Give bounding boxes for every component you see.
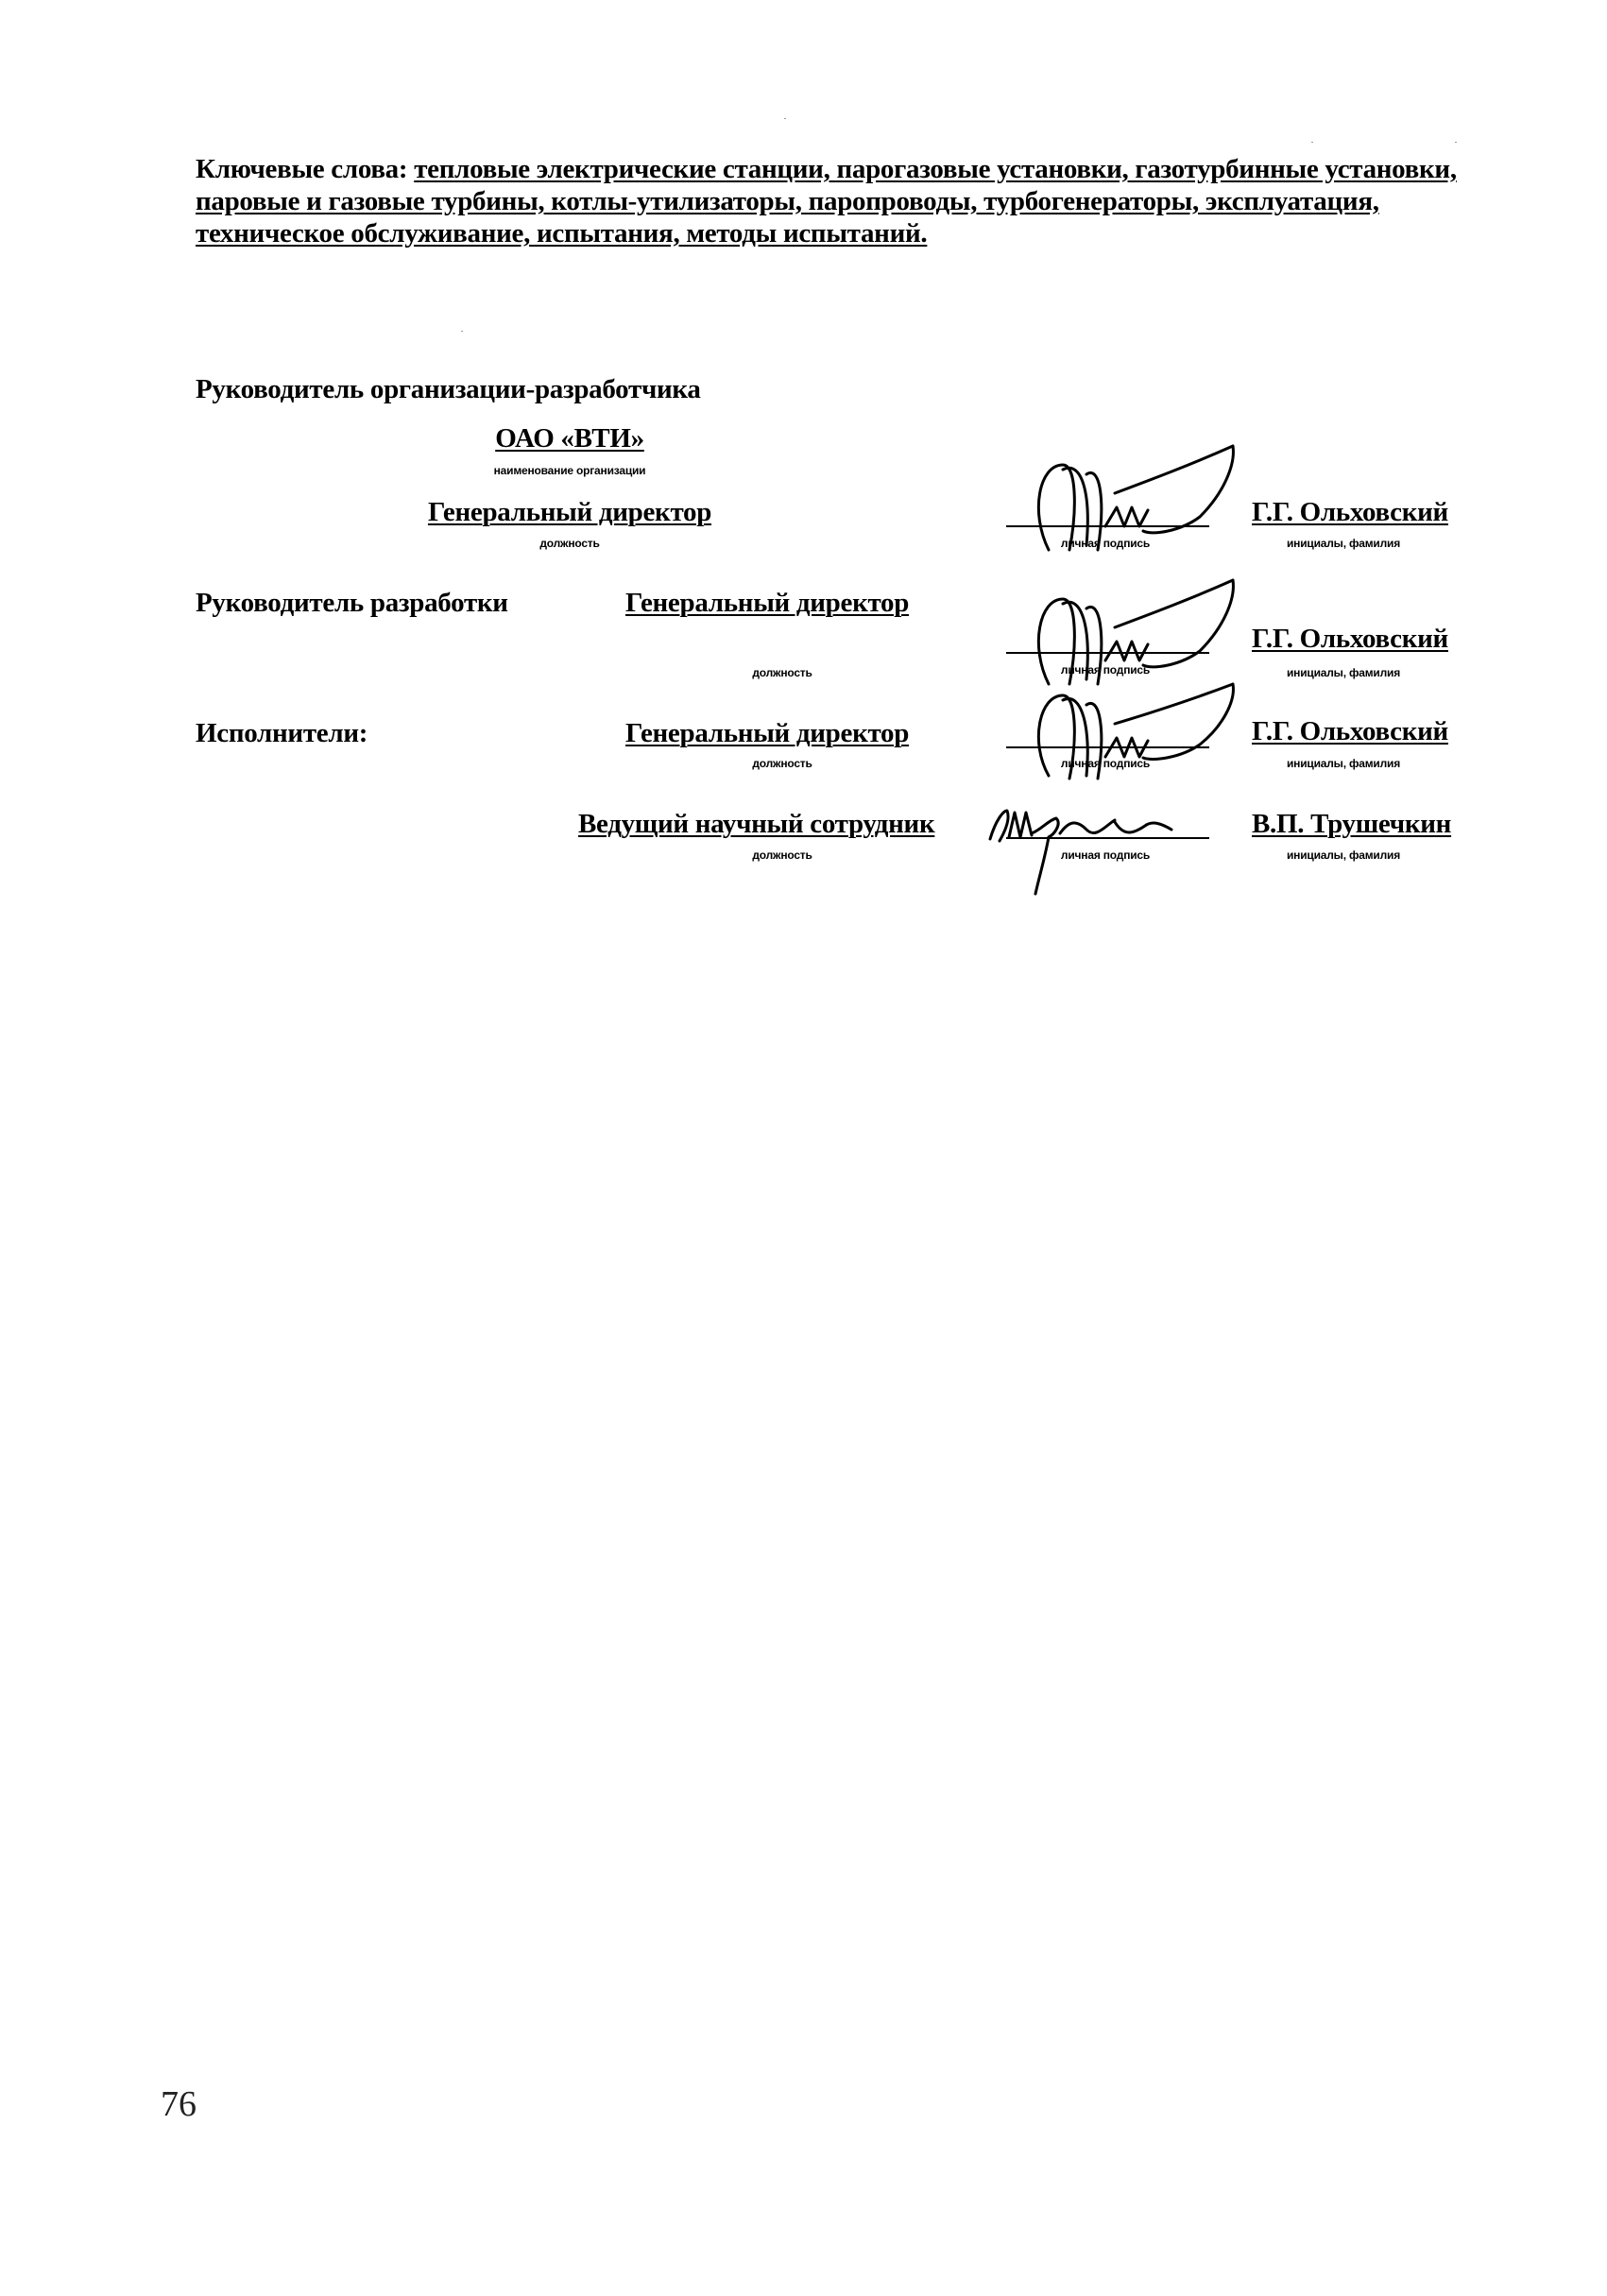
keywords-text: тепловые электрические станции, парогазовые установки, газотурбинные установки, паровые и газовые турбины, котлы-утилизаторы, паропроводы, турбогенераторы, эксплуатация, техническое обслуживание, испытания, методы испытаний. [196, 154, 1457, 248]
signature-caption-4: личная подпись [1060, 848, 1151, 862]
development-head-position-caption: должность [752, 666, 812, 679]
development-head-position: Генеральный директор [625, 588, 910, 618]
keywords-label: Ключевые слова: [196, 154, 408, 184]
scan-fleck [784, 118, 786, 119]
executor-2-position: Ведущий научный сотрудник [578, 809, 935, 839]
scan-fleck [461, 331, 463, 332]
executor-2-name: В.П. Трушечкин [1252, 809, 1452, 839]
org-caption: наименование организации [493, 464, 646, 477]
development-head-title: Руководитель разработки [196, 588, 508, 618]
handwritten-signature-1 [1011, 437, 1238, 569]
executors-title: Исполнители: [196, 718, 368, 748]
keywords-paragraph [196, 153, 1518, 249]
developer-head-title: Руководитель организации-разработчика [196, 374, 701, 404]
scan-fleck [1455, 142, 1457, 143]
executor-1-name: Г.Г. Ольховский [1252, 716, 1448, 746]
development-head-name-caption: инициалы, фамилия [1287, 666, 1400, 679]
development-head-name: Г.Г. Ольховский [1252, 624, 1448, 654]
developer-head-position-caption: должность [539, 537, 600, 550]
executor-2-name-caption: инициалы, фамилия [1287, 848, 1400, 862]
signature-caption-3: личная подпись [1060, 757, 1151, 770]
developer-head-name: Г.Г. Ольховский [1252, 497, 1448, 527]
executor-1-name-caption: инициалы, фамилия [1287, 757, 1400, 770]
developer-head-name-caption: инициалы, фамилия [1287, 537, 1400, 550]
handwritten-signature-3 [1011, 677, 1238, 790]
executor-1-position-caption: должность [752, 757, 812, 770]
signature-caption-1: личная подпись [1060, 537, 1151, 550]
developer-head-position: Генеральный директор [427, 497, 712, 527]
org-name: ОАО «ВТИ» [495, 423, 644, 454]
executor-1-position: Генеральный директор [625, 718, 910, 748]
executor-2-position-caption: должность [752, 848, 812, 862]
scan-fleck [1311, 142, 1313, 143]
handwritten-signature-4 [983, 792, 1209, 896]
signature-caption-2: личная подпись [1060, 663, 1151, 677]
page-number: 76 [161, 2084, 197, 2124]
